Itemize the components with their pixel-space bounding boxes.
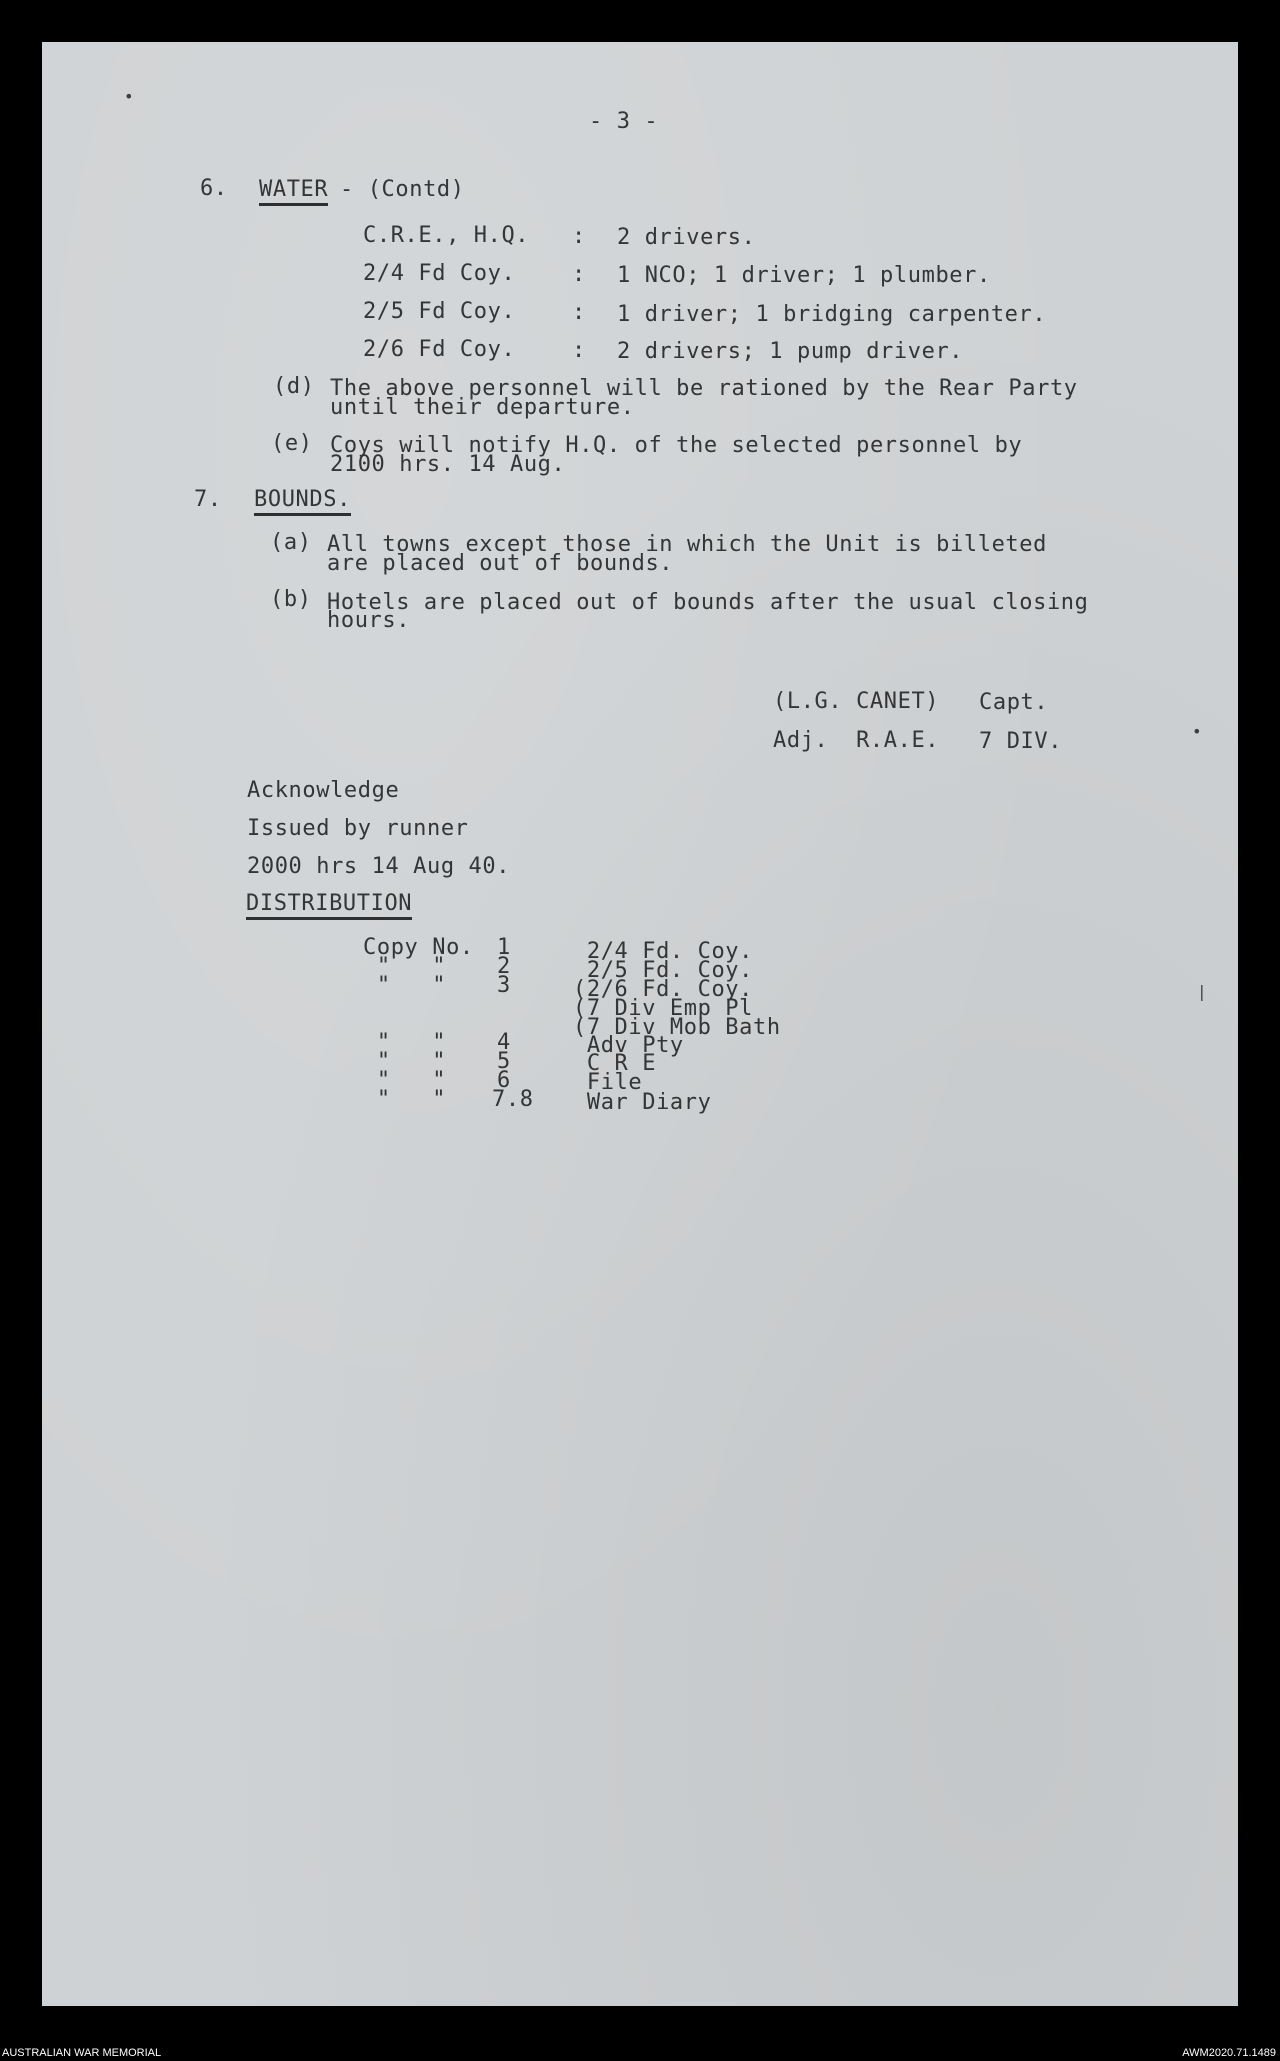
distribution-num: 3	[497, 973, 511, 998]
paper-blemish: •	[124, 87, 134, 106]
distribution-recipient: C R E	[573, 1051, 657, 1076]
paragraph-e-line: 2100 hrs. 14 Aug.	[330, 452, 566, 477]
paragraph-d-line: The above personnel will be rationed by the Rear Party	[330, 376, 1078, 401]
distribution-num: 5	[497, 1049, 511, 1074]
distribution-copy: " "	[363, 1030, 447, 1055]
footer-right: AWM2020.71.1489	[1182, 2047, 1276, 2059]
distribution-copy: " "	[363, 1068, 447, 1093]
personnel-unit: C.R.E., H.Q.	[363, 223, 530, 248]
distribution-num: 7.8	[492, 1087, 534, 1112]
issued-by-text: Issued by runner	[247, 816, 469, 841]
distribution-recipient: Adv Pty	[573, 1033, 684, 1058]
paragraph-e-label: (e)	[271, 431, 313, 456]
paragraph-a-line: are placed out of bounds.	[327, 551, 674, 576]
distribution-recipient: (7 Div Mob Bath	[573, 1015, 781, 1040]
signature-title: Adj. R.A.E.	[773, 728, 940, 753]
section-6-heading-suffix: - (Contd)	[340, 177, 465, 202]
distribution-heading: DISTRIBUTION	[246, 891, 412, 920]
personnel-detail: 2 drivers.	[617, 225, 756, 250]
personnel-detail: 1 NCO; 1 driver; 1 plumber.	[617, 263, 991, 288]
distribution-recipient: 2/4 Fd. Coy.	[573, 939, 753, 964]
distribution-recipient: File	[573, 1070, 643, 1095]
personnel-unit: 2/4 Fd Coy.	[363, 261, 516, 286]
section-6-number: 6.	[200, 176, 228, 201]
distribution-copy: Copy No.	[363, 935, 474, 960]
personnel-sep: :	[572, 224, 586, 249]
distribution-recipient: War Diary	[573, 1090, 712, 1115]
personnel-detail: 1 driver; 1 bridging carpenter.	[617, 302, 1047, 327]
paragraph-d-label: (d)	[273, 374, 315, 399]
personnel-sep: :	[572, 262, 586, 287]
acknowledge-text: Acknowledge	[247, 778, 400, 803]
page-number: - 3 -	[589, 109, 659, 134]
personnel-unit: 2/5 Fd Coy.	[363, 299, 516, 324]
issued-time-text: 2000 hrs 14 Aug 40.	[247, 854, 511, 879]
paragraph-a-line: All towns except those in which the Unit is billeted	[327, 532, 1047, 557]
distribution-num: 2	[497, 954, 511, 979]
distribution-num: 1	[497, 935, 511, 960]
paper-blemish: •	[1192, 722, 1202, 741]
paragraph-b-label: (b)	[270, 587, 312, 612]
distribution-copy: " "	[363, 973, 447, 998]
paragraph-d-line: until their departure.	[330, 395, 635, 420]
distribution-num: 6	[497, 1068, 511, 1093]
document-page	[42, 42, 1238, 2006]
distribution-recipient: 2/5 Fd. Coy.	[573, 958, 753, 983]
section-7-number: 7.	[194, 487, 222, 512]
personnel-sep: :	[572, 338, 586, 363]
signature-division: 7 DIV.	[979, 729, 1063, 754]
section-7-heading: BOUNDS.	[254, 487, 351, 516]
distribution-num: 4	[497, 1030, 511, 1055]
personnel-detail: 2 drivers; 1 pump driver.	[617, 339, 964, 364]
distribution-recipient: (7 Div Emp Pl	[573, 996, 753, 1021]
distribution-copy: " "	[363, 1087, 447, 1112]
paragraph-e-line: Coys will notify H.Q. of the selected personnel by	[330, 433, 1023, 458]
distribution-copy: " "	[363, 954, 447, 979]
paragraph-b-line: Hotels are placed out of bounds after the usual closing	[327, 590, 1089, 615]
paragraph-a-label: (a)	[270, 530, 312, 555]
paragraph-b-line: hours.	[327, 608, 411, 633]
distribution-recipient: (2/6 Fd. Coy.	[573, 977, 753, 1002]
personnel-unit: 2/6 Fd Coy.	[363, 337, 516, 362]
paper-blemish: |	[1197, 982, 1207, 1001]
signature-name: (L.G. CANET)	[773, 689, 940, 714]
signature-rank: Capt.	[979, 690, 1049, 715]
personnel-sep: :	[572, 300, 586, 325]
footer-left: AUSTRALIAN WAR MEMORIAL	[2, 2047, 162, 2059]
section-6-heading: WATER	[259, 177, 328, 206]
distribution-copy: " "	[363, 1049, 447, 1074]
